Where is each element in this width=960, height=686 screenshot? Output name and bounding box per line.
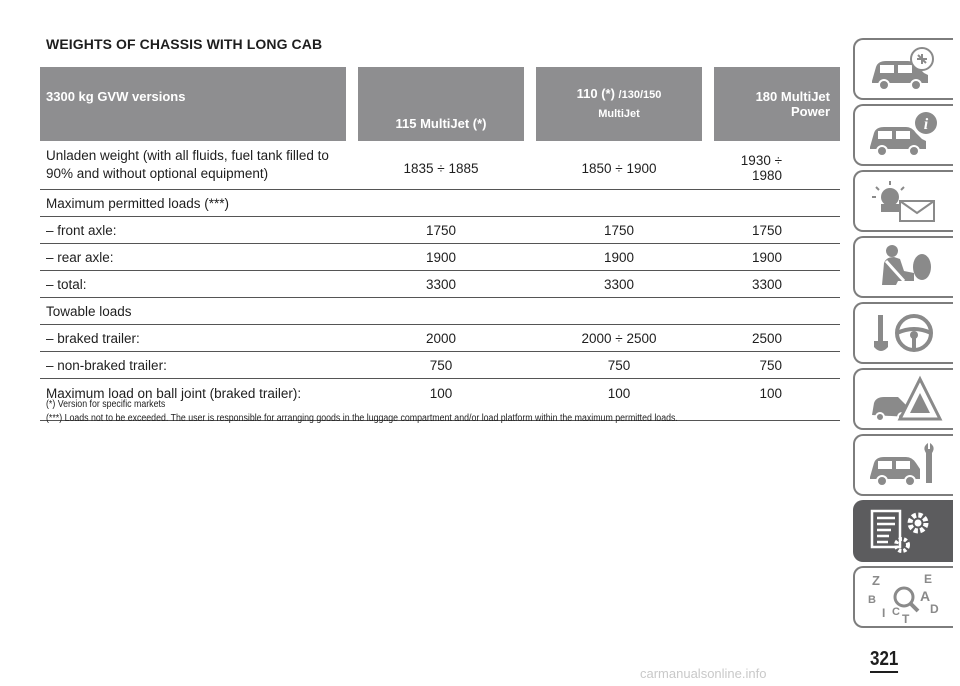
table-header-row [40, 67, 840, 141]
table-row [40, 217, 840, 244]
table-row [40, 244, 840, 271]
header-multijet-label: MultiJet [598, 108, 640, 120]
row-value-180: 1930 ÷ 1980 [714, 141, 840, 190]
row-value-115: 3300 [358, 271, 524, 298]
row-label: – total: [40, 271, 346, 298]
car-dashboard-icon [864, 43, 944, 95]
row-value-110: 100 [536, 379, 702, 421]
tab-index[interactable] [853, 566, 953, 628]
car-service-wrench-icon [864, 439, 944, 491]
weights-table [40, 67, 840, 421]
table-row [40, 352, 840, 379]
row-label: Towable loads [40, 298, 346, 325]
car-info-icon [864, 109, 944, 161]
index-letter-b: B [868, 594, 876, 606]
header-versions: 3300 kg GVW versions [40, 67, 346, 141]
car-breakdown-warning-icon [864, 373, 944, 425]
row-label: – non-braked trailer: [40, 352, 346, 379]
row-label: – front axle: [40, 217, 346, 244]
row-value-110: 1850 ÷ 1900 [536, 141, 702, 190]
row-label: Maximum permitted loads (***) [40, 190, 346, 217]
row-value-180 [714, 298, 840, 325]
tab-knowing-your-car[interactable] [853, 104, 953, 166]
tab-servicing-care[interactable] [853, 434, 953, 496]
tab-technical-specifications[interactable] [853, 500, 953, 562]
row-value-110: 2000 ÷ 2500 [536, 325, 702, 352]
row-value-115: 2000 [358, 325, 524, 352]
row-value-115: 100 [358, 379, 524, 421]
row-value-180: 2500 [714, 325, 840, 352]
row-value-180: 100 [714, 379, 840, 421]
index-letter-t: T [902, 612, 910, 623]
index-letter-e: E [924, 572, 933, 586]
row-value-110: 750 [536, 352, 702, 379]
row-value-180: 750 [714, 352, 840, 379]
row-value-110: 3300 [536, 271, 702, 298]
footnote-specific-markets: (*) Version for specific markets [46, 399, 166, 410]
row-value-110 [536, 190, 702, 217]
header-110-label: 110 (*) [576, 86, 615, 101]
tab-safety[interactable] [853, 236, 953, 298]
row-value-110 [536, 298, 702, 325]
header-110-130-150-multijet [536, 67, 702, 141]
table-row [40, 271, 840, 298]
index-letter-i: I [882, 606, 886, 620]
chapter-sidebar [853, 38, 960, 632]
tab-in-an-emergency[interactable] [853, 368, 953, 430]
row-value-115: 750 [358, 352, 524, 379]
row-value-110: 1750 [536, 217, 702, 244]
row-value-110: 1900 [536, 244, 702, 271]
table-row [40, 190, 840, 217]
row-value-180: 3300 [714, 271, 840, 298]
row-value-115: 1900 [358, 244, 524, 271]
section-title: WEIGHTS OF CHASSIS WITH LONG CAB [46, 36, 323, 52]
header-115-multijet: 115 MultiJet (*) [358, 67, 524, 141]
row-value-180: 1900 [714, 244, 840, 271]
svg-text:i: i [923, 116, 929, 133]
table-row [40, 141, 840, 190]
alphabetical-index-icon [864, 571, 944, 623]
key-steering-wheel-icon [864, 307, 944, 359]
footnote-loads: (***) Loads not to be exceeded. The user is responsible for arranging goods in the luggage compartment and/or load platform within the maximum permitted loads. [46, 413, 678, 424]
index-letter-z: Z [872, 573, 880, 588]
table-row [40, 298, 840, 325]
index-letter-d: D [930, 602, 939, 616]
index-letter-a: A [920, 588, 931, 604]
row-value-115 [358, 190, 524, 217]
row-label: – rear axle: [40, 244, 346, 271]
table-row [40, 325, 840, 352]
tab-warning-lights-messages[interactable] [853, 170, 953, 232]
row-value-180 [714, 190, 840, 217]
warning-light-message-icon [864, 175, 944, 227]
index-letter-c: C [892, 606, 900, 618]
tab-getting-to-know-dashboard[interactable] [853, 38, 953, 100]
header-180-multijet-power: 180 MultiJet Power [714, 67, 840, 141]
page-number: 321 [870, 648, 899, 670]
tab-starting-driving[interactable] [853, 302, 953, 364]
row-label: Maximum load on ball joint (braked trailer): [40, 379, 346, 421]
row-label: Unladen weight (with all fluids, fuel tank filled to 90% and without optional equipment) [40, 141, 346, 190]
row-value-115 [358, 298, 524, 325]
footnotes [46, 398, 829, 426]
row-value-115: 1835 ÷ 1885 [358, 141, 524, 190]
technical-specs-gear-icon [864, 505, 944, 557]
row-value-115: 1750 [358, 217, 524, 244]
header-130-150-label: /130/150 [618, 89, 662, 101]
watermark: carmanualsonline.info [640, 666, 767, 681]
seatbelt-airbag-icon [864, 241, 944, 293]
row-value-180: 1750 [714, 217, 840, 244]
row-label: – braked trailer: [40, 325, 346, 352]
